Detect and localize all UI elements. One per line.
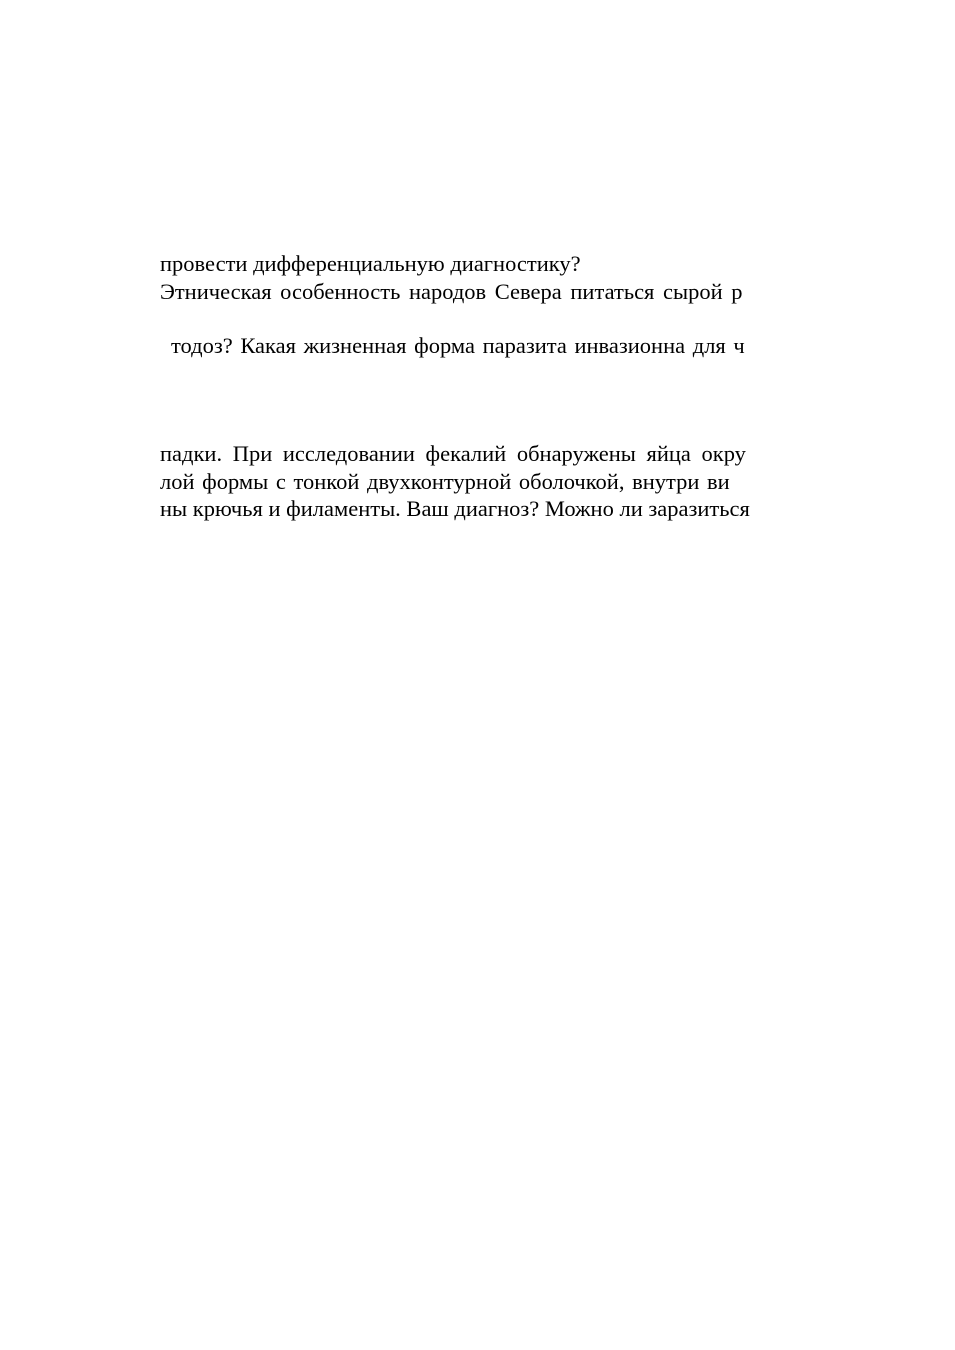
- text-line: Этническая особенность народов Севера питаться сырой р: [160, 279, 743, 304]
- text-line: лой формы с тонкой двухконтурной оболочкой, внутри ви: [160, 469, 730, 494]
- text-line: падки. При исследовании фекалий обнаружены яйца окру: [160, 441, 746, 466]
- text-line: провести дифференциальную диагностику?: [160, 251, 581, 276]
- text-line: ны крючья и филаменты. Ваш диагноз? Можно ли заразиться: [160, 496, 750, 521]
- text-line: тодоз? Какая жизненная форма паразита инвазионна для ч: [171, 333, 745, 358]
